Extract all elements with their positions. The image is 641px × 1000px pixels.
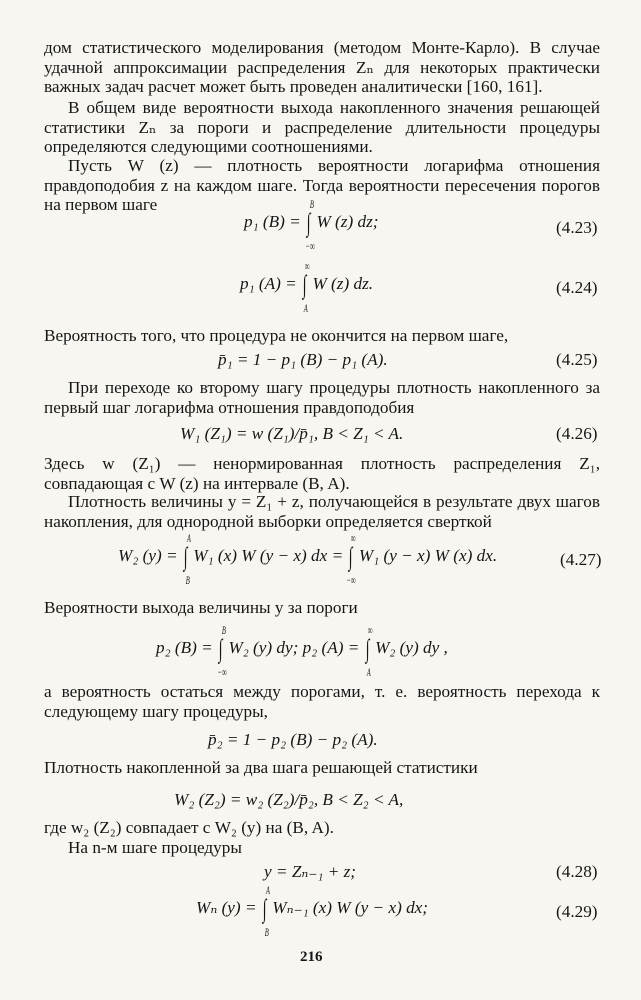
equation-number-4-25: (4.25) (556, 350, 598, 369)
paragraph-transition-probability: а вероятность остаться между порогами, т. е. вероятность перехода к следующему шагу процедуры, (44, 682, 600, 721)
equation-number-4-24: (4.24) (556, 278, 598, 297)
paragraph-monte-carlo: дом статистического моделирования (методом Монте-Карло). В случае удачной аппроксимации распределения Zₙ для некоторых практически важных задач расчет может быть проведен аналитически [160, 161]. (44, 38, 600, 97)
paragraph-unnormalized-density: Здесь w (Z₁) — ненормированная плотность распределения Z₁, совпадающая с W (z) на интервале (B, A). (44, 454, 600, 493)
paragraph-exit-probabilities: Вероятности выхода величины y за пороги (44, 598, 358, 617)
paragraph-general-relations: В общем виде вероятности выхода накопленного значения решающей статистики Zₙ за пороги и распределение длительности процедуры определяются следующими соотношениями. (44, 98, 600, 157)
equation-4-26: W₁ (Z₁) = w (Z₁)/p̄₁, B < Z₁ < A. (180, 424, 404, 443)
page-number: 216 (300, 949, 323, 965)
equation-4-25: p̄₁ = 1 − p₁ (B) − p₁ (A). (218, 350, 388, 369)
equation-4-29: Wₙ (y) = ∫ A B Wₙ₋₁ (x) W (y − x) dx; (196, 883, 429, 939)
equation-W2: W₂ (Z₂) = w₂ (Z₂)/p̄₂, B < Z₂ < A, (174, 790, 404, 809)
paragraph-coincides: где w₂ (Z₂) совпадает с W₂ (y) на (B, A). (44, 818, 334, 837)
equation-p2-bar: p̄₂ = 1 − p₂ (B) − p₂ (A). (208, 730, 378, 749)
paragraph-second-step: При переходе ко второму шагу процедуры плотность накопленного за первый шаг логарифма отношения правдоподобия (44, 378, 600, 417)
equation-4-24: p₁ (A) = ∫ ∞ A W (z) dz. (240, 259, 374, 315)
equation-number-4-29: (4.29) (556, 902, 598, 921)
paragraph-nth-step: На n-м шаге процедуры (68, 838, 242, 857)
equation-number-4-28: (4.28) (556, 862, 598, 881)
equation-4-23: p₁ (B) = ∫ B −∞ W (z) dz; (244, 197, 379, 253)
equation-number-4-26: (4.26) (556, 424, 598, 443)
paragraph-density-definition: Пусть W (z) — плотность вероятности логарифма отношения правдоподобия z на каждом шаге. Тогда вероятности пересечения порогов на первом шаге (44, 156, 600, 215)
equation-4-28: y = Zₙ₋₁ + z; (264, 862, 356, 881)
equation-4-27: W₂ (y) = ∫ A B W₁ (x) W (y − x) dx = ∫ ∞ −∞ W₁ (y − x) W (x) dx. (118, 531, 498, 587)
paragraph-convolution: Плотность величины y = Z₁ + z, получающейся в результате двух шагов накопления, для однородной выборки определяется сверткой (44, 492, 600, 531)
paragraph-two-step-density: Плотность накопленной за два шага решающей статистики (44, 758, 478, 777)
paragraph-not-finish: Вероятность того, что процедура не окончится на первом шаге, (44, 326, 509, 345)
equation-number-4-27: (4.27) (560, 550, 602, 569)
equation-number-4-23: (4.23) (556, 218, 598, 237)
equation-p2: p₂ (B) = ∫ B −∞ W₂ (y) dy; p₂ (A) = ∫ ∞ A W₂ (y) dy , (156, 623, 448, 679)
